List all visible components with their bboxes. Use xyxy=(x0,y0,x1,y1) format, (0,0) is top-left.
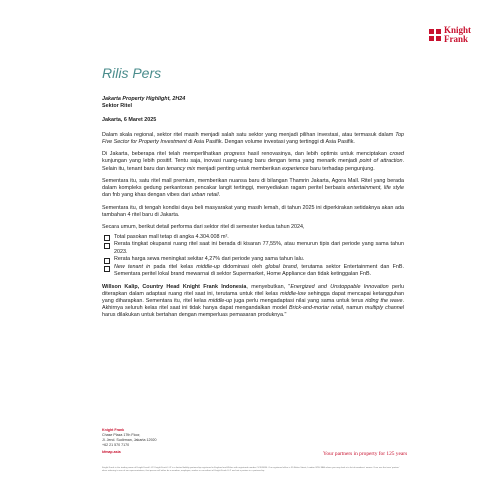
subtitle: Jakarta Property Highlight, 2H24 xyxy=(102,96,186,102)
paragraph-4: Sementara itu, di tengah kondisi daya beli masyarakat yang masih lemah, di tahun 2025 ini diperkirakan setidaknya akan ada tambahan 4 ritel baru di Jakarta. xyxy=(102,204,404,218)
list-item: New tenant in pada ritel kelas middle-up didominasi oleh global brand, terutama sektor Entertainment dan FnB. Sementara peritel lokal brand mewarnai di sektor Supermarket, Home Appliance dan tidak ketinggalan FnB. xyxy=(102,264,404,278)
sector-title: Sektor Ritel xyxy=(102,103,132,110)
footer-tagline: Your partners in property for 125 years xyxy=(323,451,408,457)
press-release-body xyxy=(102,96,404,325)
release-date: Jakarta, 6 Maret 2025 xyxy=(102,117,157,124)
footer-legal-text: Knight Frank is the trading name of Knight Frank LLP. Knight Frank LLP is a limited liability partnership registered in England and Wales with registered number OC305934. Our registered office is 55 Baker Street, London W1U 8AN where you may look at a list of members' names. If we use the term 'partner' when referring to one of our representatives, that person will either be a member, employee, worker or consultant of Knight Frank LLP and not a partner in a partnership. xyxy=(102,467,400,472)
list-item: Total pasokan mall tetap di angka 4.304.008 m². xyxy=(102,234,404,241)
footer-phone: +62 21 570 7170 xyxy=(102,443,130,447)
paragraph-5: Secara umum, berikut detail performa dari sektor ritel di semester kedua tahun 2024, xyxy=(102,224,305,231)
footer-address-line: Chase Plaza 17th Floor, xyxy=(102,433,141,437)
paragraph-1: Dalam skala regional, sektor ritel masih menjadi salah satu sektor yang menjadi pilihan investasi, atau termasuk dalam Top Five Sector for Property Investment di Asia Pasifik. Dengan volume investasi yang tertinggi di Asia Pasifik. xyxy=(102,131,404,145)
knight-frank-logo xyxy=(429,16,489,54)
list-item: Rerata tingkat okupansi ruang ritel saat ini berada di kisaran 77,55%, atau menurun tipis dari periode yang sama tahun 2023. xyxy=(102,241,404,255)
logo-mark-icon xyxy=(429,29,441,41)
logo-text: Knight Frank xyxy=(444,25,472,44)
footer-address xyxy=(102,428,157,455)
performance-list xyxy=(102,234,404,279)
list-item: Rerata harga sewa meningkat sekitar 4,27% dari periode yang sama tahun lalu. xyxy=(102,256,404,263)
footer-brand: Knight Frank xyxy=(102,428,125,432)
paragraph-3: Sementara itu, satu ritel mall premium, memberikan nuansa baru di bilangan Thamrin Jakarta, Agora Mall. Ritel yang berada dalam kompleks gedung perkantoran pencakar langit tertinggi, menyediakan ragam peritel berbasis entertainment, life style dan fnb yang khas dengan vibes dari urban retail. xyxy=(102,178,404,199)
quote-paragraph: Willson Kalip, Country Head Knight Frank Indonesia, menyebutkan, "Energized and Unstoppable Innovation perlu diterapkan dalam adaptasi ruang ritel saat ini, terutama untuk ritel kelas middle-low sehingga dapat mencapai ketangguhan yang diharapkan. Sementara itu, ritel kelas middle-up juga perlu mengadaptasi nilai yang sama untuk terus riding the wave. Akhirnya seluruh kelas ritel saat ini tidak hanya dapat mengandalkan model Brick-and-mortar retail, namun multiply channel harus dilakukan untuk bertahan dengan memperluas pemasaran produknya." xyxy=(102,283,404,319)
page-title: Rilis Pers xyxy=(102,65,162,81)
footer-address-line: Jl. Jend. Sudirman, Jakarta 12920 xyxy=(102,438,157,442)
footer-url-link[interactable]: kfmap.asia xyxy=(102,450,121,454)
paragraph-2: Di Jakarta, beberapa ritel telah memperlihatkan progress hasil renovasinya, dan lebih optimis untuk menciptakan crowd kunjungan yang lebih positif. Tentu saja, inovasi ruang-ruang baru dengan tema yang menarik menjadi point of attraction. Selain itu, tenant baru dan tenancy mix menjadi penting untuk memberikan experience baru terhadap pengunjung. xyxy=(102,151,405,172)
